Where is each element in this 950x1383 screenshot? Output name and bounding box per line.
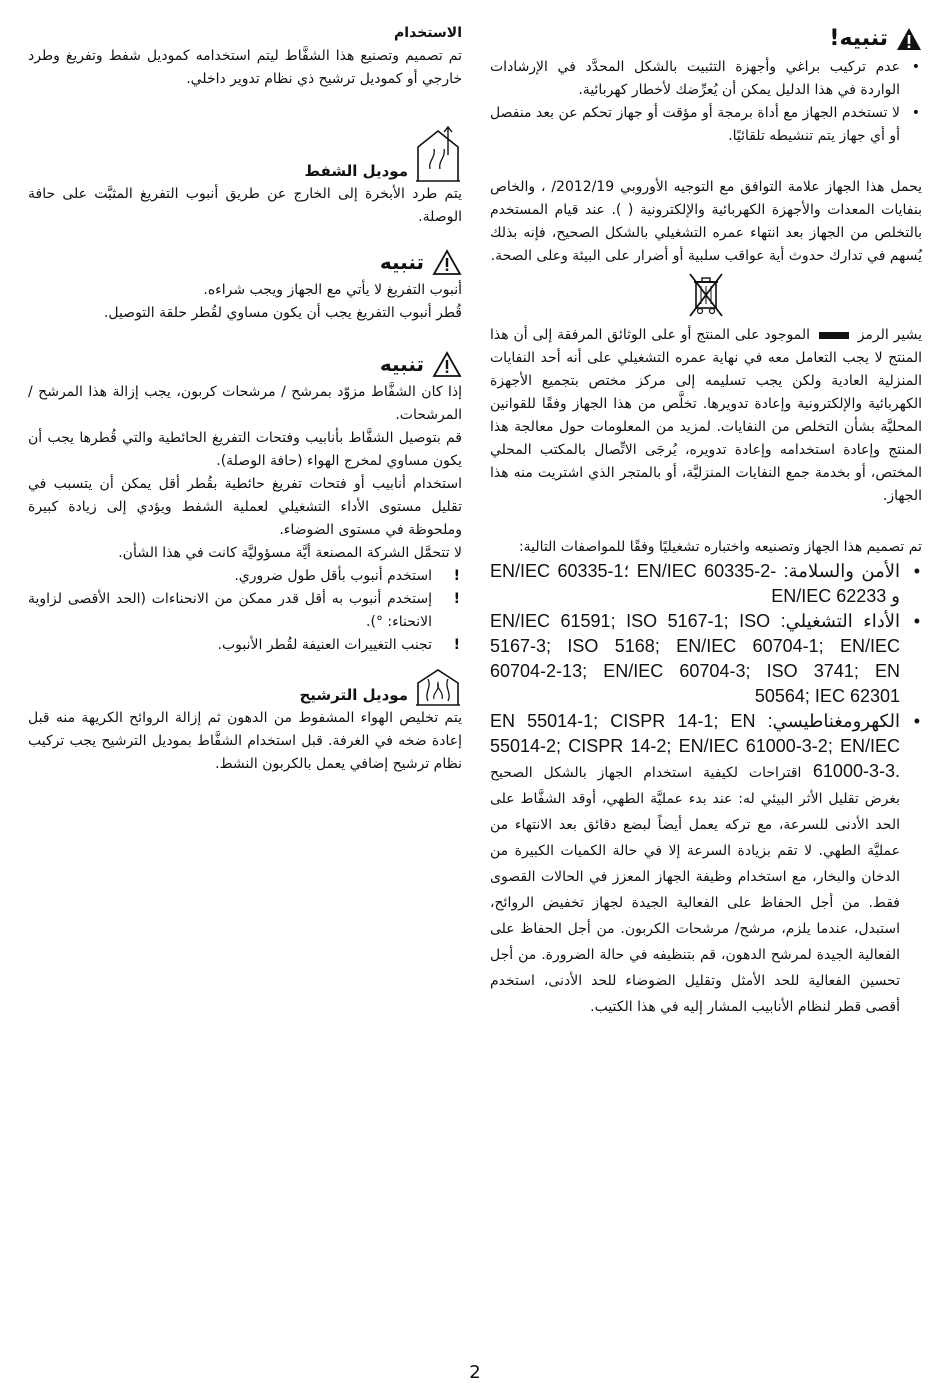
usage-title: الاستخدام [394,25,462,41]
duct-tip: ! تجنب التغييرات العنيفة لقُطر الأنبوب. [28,634,462,657]
left-column [28,22,462,776]
warning-filled-icon [896,27,922,51]
standard-performance: • الأداء التشغيلي: EN/IEC 61591; ISO 5167-1; ISO 5167-3; ISO 5168; EN/IEC 60704-1; EN/IEC 60704-2-13; EN/IEC 60704-3; ISO 3741; EN 50564; IEC 62301 [490,609,922,709]
caution2-title: تنبيه [379,352,424,376]
page-number: 2 [469,1362,481,1383]
standard-safety: • الأمن والسلامة: EN/IEC 60335-1؛ EN/IEC 60335-2- و EN/IEC 62233 [490,559,922,609]
warning-item: • عدم تركيب براغي وأجهزة التثبيت بالشكل المحدَّد في الإرشادات الواردة في هذا الدليل يمكن أن يُعرِّضك لأخطار كهربائية. [490,56,922,102]
exclamation-icon: ! [453,568,460,584]
duct-tips-list [28,565,462,657]
caution1-title: تنبيه [379,250,424,274]
filter-heading [28,667,462,707]
symbol-paragraph: يشير الرمز الموجود على المنتج أو على الوثائق المرفقة إلى أن هذا المنتج لا يجب التعامل معه في نهاية عمره التشغيلي على أنه أحد النفايات المنزلية العادية ولكن يجب تسليمه إلى مركز مختص بتجميع الأجهزة الكهربائية والإلكترونية وإعادة تدويرها. تخلَّص من هذا الجهاز وفقًا للقوانين المحليَّة بشأن التخلص من النفايات. لمزيد من المعلومات حول معالجة هذا المنتج وإعادة استخدامه وإعادة تدويره، يُرجَى الاتِّصال بالمكتب المحلي المختص، أو بخدمة جمع النفايات المنزليَّة، أو بالمتجر الذي اشتريت منه هذا الجهاز. [490,327,922,504]
caution1-line: أنبوب التفريغ لا يأتي مع الجهاز ويجب شراءه. [203,282,462,298]
filter-title: موديل الترشيح [299,686,408,704]
caution2-line: لا تتحمَّل الشركة المصنعة أيَّة مسؤوليَّة كانت في هذا الشأن. [118,545,462,561]
exclamation-icon: ! [453,591,460,607]
standards-list [490,559,922,1019]
recirculating-hood-icon [414,667,462,707]
usage-text: تم تصميم وتصنيع هذا الشفَّاط ليتم استخدامه كموديل شفط وتفريغ وطرد خارجي أو كموديل ترشيح ذي نظام تدوير داخلي. [28,48,462,87]
caution2-line: استخدام أنابيب أو فتحات تفريغ حائطية بقُطر أقل يمكن أن يتسبب في تقليل مستوى الأداء التشغيلي لعملية الشفط ويؤدي إلى زيادة كبيرة وملحوظة في مستوى الضوضاء. [28,476,462,538]
suction-text: يتم طرد الأبخرة إلى الخارج عن طريق أنبوب التفريغ المثبَّت على حافة الوصلة. [28,186,462,225]
right-column [490,22,922,1019]
warning-item: • لا تستخدم الجهاز مع أداة برمجة أو مؤقت أو جهاز تحكم عن بعد منفصل أو أي جهاز يتم تنشيطه تلقائيًا. [490,102,922,148]
exclamation-icon: ! [453,637,460,653]
suction-heading [28,125,462,183]
ducted-hood-icon [414,125,462,183]
caution1-line: قُطر أنبوب التفريغ يجب أن يكون مساوي لقُطر حلقة التوصيل. [103,305,462,321]
crossed-bin-icon [686,272,726,318]
duct-tip: ! إستخدم أنبوب به أقل قدر ممكن من الانحناءات (الحد الأقصى لزاوية الانحناء: °). [28,588,462,634]
warning-title: تنبيه! [829,26,888,51]
weee-paragraph: يحمل هذا الجهاز علامة التوافق مع التوجيه الأوروبي 2012/19/ ، والخاص بنفايات المعدات والأجهزة الكهربائية والإلكترونية ( ). عند قيام المستخدم بالتخلص من الجهاز بعد انتهاء عمره التشغيلي بالشكل الصحيح، فإنه بذلك يُسهم في تدارك حدوث أية عواقب سلبية أو أضرار على البيئة وعلى الصحة. [490,179,923,264]
suction-title: موديل الشفط [304,162,408,180]
warning-heading [490,22,922,56]
caution2-line: إذا كان الشفَّاط مزوّد بمرشح / مرشحات كربون، يجب إزالة هذا المرشح / المرشحات. [28,384,462,423]
warning-outline-icon [432,351,462,378]
duct-tip: ! استخدم أنبوب بأقل طول ضروري. [28,565,462,588]
warning-list [490,56,922,148]
weee-symbol [490,272,922,318]
standards-intro: تم تصميم هذا الجهاز وتصنيعه واختباره تشغيليًا وفقًا للمواصفات التالية: [518,539,922,555]
bar-symbol-icon [819,332,849,339]
warning-outline-icon [432,249,462,276]
filter-text: يتم تخليص الهواء المشفوط من الدهون ثم إزالة الروائح الكريهة منه قبل إعادة ضخه في الغرفة. قبل استخدام الشفَّاط بموديل الترشيح يجب تركيب نظام ترشيح إضافي يعمل بالكربون النشط. [28,710,462,772]
standard-emc: • الكهرومغناطيسي: EN 55014-1; CISPR 14-1; EN 55014-2; CISPR 14-2; EN/IEC 61000-3-2; EN/IEC 61000-3-3. اقتراحات لكيفية استخدام الجهاز بالشكل الصحيح بغرض تقليل الأثر البيئي له: عند بدء عمليَّة الطهي، أوقد الشفَّاط على الحد الأدنى للسرعة، مع تركه يعمل أيضاً لبضع دقائق بعد الانتهاء من عمليَّة الطهي. لا تقم بزيادة السرعة إلا في حالة الكميات الكبيرة من الدخان والبخار، مع استخدام وظيفة الجهاز المعزز في الحالات القصوى فقط. من أجل الحفاظ على الفعالية الجيدة لجهاز تخفيض الروائح، استبدل، عندما يلزم، مرشح/ مرشحات الكربون. من أجل الحفاظ على الفعالية الجيدة لمرشح الدهون، قم بتنظيفه في حالة الضرورة. من أجل تحسين الفعالية للحد الأمثل وتقليل الضوضاء للحد الأدنى، استخدم أقصى قطر لنظام الأنابيب المشار إليه في هذا الكتيب. [490,709,922,1019]
caution1-heading [28,245,462,279]
caution2-heading [28,347,462,381]
caution2-line: قم بتوصيل الشفَّاط بأنابيب وفتحات التفريغ الحائطية والتي قُطرها يجب أن يكون مساوي لمخرج الهواء (حافة الوصلة). [28,430,462,469]
